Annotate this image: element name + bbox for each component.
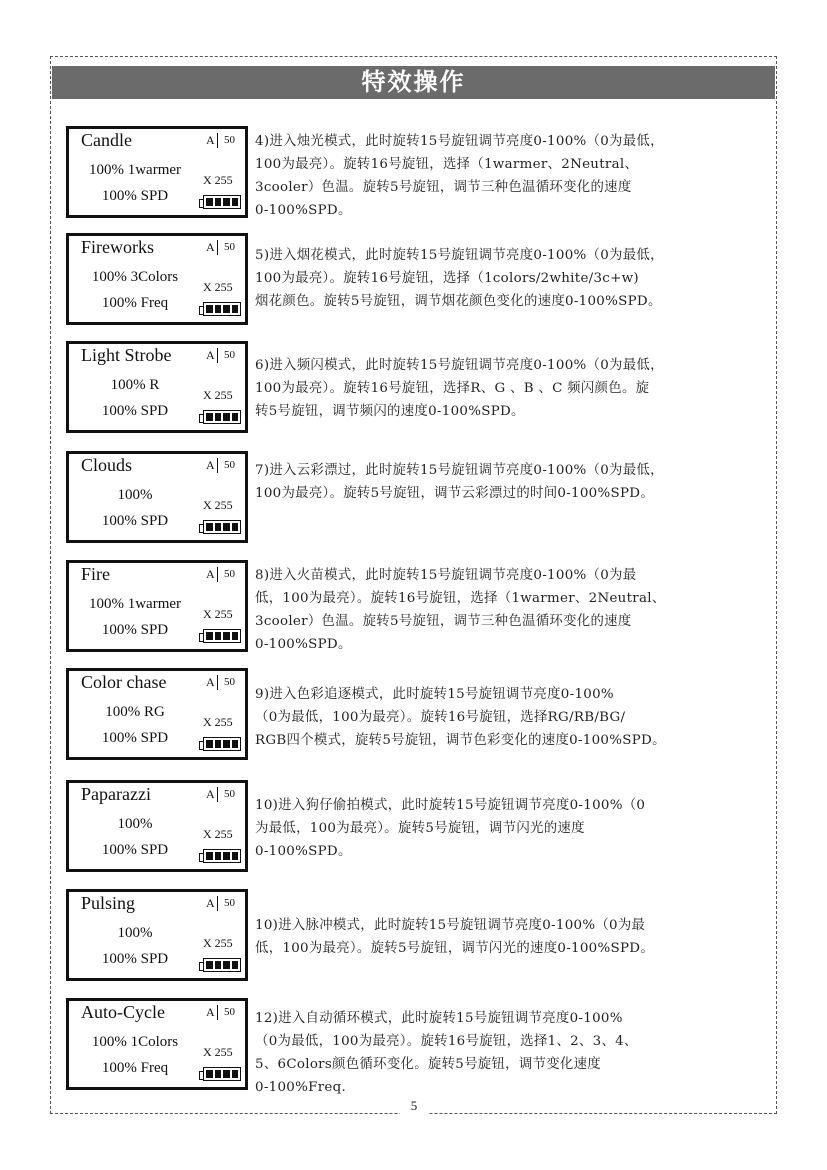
lcd-param-1: 100% 1Colors: [91, 1034, 179, 1050]
battery-cell: [223, 632, 230, 640]
effect-description: 7)进入云彩漂过，此时旋转15号旋钮调节亮度0-100%（0为最低， 100为最亮）。旋转5号旋钮，调节云彩漂过的时间0-100%SPD。: [255, 463, 664, 501]
battery-cell: [206, 305, 213, 313]
lcd-param-1: 100% 1warmer: [88, 596, 182, 612]
battery-cell: [206, 961, 213, 969]
effect-description: 9)进入色彩追逐模式，此时旋转15号旋钮调节亮度0-100% （0为最低，100为最亮）。旋转16号旋钮，选择RG/RB/BG/ RGB四个模式，旋转5号旋钮，调节色彩变化的速度0-100%SPD。: [255, 687, 666, 748]
lcd-dmx-value: X 255: [203, 388, 233, 402]
battery-icon: [199, 519, 243, 535]
lcd-param-2: 100% SPD: [101, 730, 169, 746]
battery-cell: [215, 1070, 222, 1078]
lcd-param-2: 100% Freq: [101, 295, 169, 311]
effect-description: 6)进入频闪模式，此时旋转15号旋钮调节亮度0-100%（0为最低， 100为最亮）。旋转16号旋钮，选择R、G 、B 、C 频闪颜色。旋 转5号旋钮，调节频闪的速度0-100%SPD。: [255, 358, 664, 419]
lcd-display: [66, 126, 248, 218]
lcd-mode-name: Clouds: [81, 455, 133, 475]
lcd-address-label: A: [206, 675, 218, 690]
lcd-address-value: 50: [224, 788, 235, 800]
battery-icon: [199, 848, 243, 864]
lcd-display: [66, 560, 248, 652]
effect-section: [66, 560, 781, 652]
lcd-mode-name: Fireworks: [81, 237, 154, 257]
lcd-param-2: 100% Freq: [101, 1060, 169, 1076]
lcd-display: [66, 451, 248, 543]
lcd-param-1: 100%: [117, 487, 153, 503]
battery-cell: [206, 1070, 213, 1078]
battery-cell: [232, 413, 239, 421]
effect-description: 8)进入火苗模式，此时旋转15号旋钮调节亮度0-100%（0为最 低，100为最亮）。旋转16号旋钮，选择（1warmer、2Neutral、 3cooler）色温。旋转5号旋钮，调节三种色温循环变化的速度 0-100%SPD。: [255, 568, 666, 652]
lcd-mode-name: Color chase: [81, 672, 167, 692]
lcd-param-1: 100%: [117, 925, 153, 941]
lcd-address-value: 50: [224, 897, 235, 909]
battery-cell: [206, 632, 213, 640]
lcd-dmx-value: X 255: [203, 715, 233, 729]
battery-cell: [223, 740, 230, 748]
effect-description: 4)进入烛光模式，此时旋转15号旋钮调节亮度0-100%（0为最低， 100为最亮）。旋转16号旋钮，选择（1warmer、2Neutral、 3cooler）色温。旋转5号旋钮，调节三种色温循环变化的速度 0-100%SPD。: [255, 134, 664, 218]
lcd-dmx-value: X 255: [203, 173, 233, 187]
battery-cell: [206, 740, 213, 748]
lcd-dmx-value: X 255: [203, 280, 233, 294]
lcd-address-label: A: [206, 240, 218, 255]
battery-cell: [215, 961, 222, 969]
battery-cell: [223, 198, 230, 206]
battery-icon: [199, 736, 243, 752]
lcd-param-2: 100% SPD: [101, 513, 169, 529]
battery-cell: [215, 852, 222, 860]
lcd-address-value: 50: [224, 241, 235, 253]
lcd-display: [66, 341, 248, 433]
battery-cell: [215, 632, 222, 640]
lcd-param-1: 100%: [117, 816, 153, 832]
battery-icon: [199, 957, 243, 973]
battery-cell: [232, 1070, 239, 1078]
lcd-param-1: 100% RG: [105, 704, 165, 720]
effect-section: [66, 233, 781, 325]
lcd-address-value: 50: [224, 1006, 235, 1018]
effect-section: [66, 889, 781, 981]
battery-cell: [206, 198, 213, 206]
effect-section: [66, 126, 781, 218]
lcd-address-value: 50: [224, 568, 235, 580]
battery-cell: [223, 523, 230, 531]
battery-cell: [206, 852, 213, 860]
battery-cell: [232, 305, 239, 313]
lcd-address-label: A: [206, 348, 218, 363]
effect-description: 12)进入自动循环模式，此时旋转15号旋钮调节亮度0-100% （0为最低，100为最亮）。旋转16号旋钮，选择1、2、3、4、 5、6Colors颜色循环变化。旋转5号旋钮，调节变化速度 0-100%Freq.: [255, 1011, 638, 1095]
battery-cell: [232, 632, 239, 640]
lcd-mode-name: Auto-Cycle: [81, 1002, 165, 1022]
battery-cell: [232, 740, 239, 748]
lcd-mode-name: Fire: [81, 564, 110, 584]
lcd-mode-name: Pulsing: [81, 893, 136, 913]
battery-cell: [215, 305, 222, 313]
battery-icon: [199, 194, 243, 210]
battery-icon: [199, 1066, 243, 1082]
battery-cell: [232, 198, 239, 206]
lcd-param-1: 100% R: [110, 377, 160, 393]
page-title: 特效操作: [52, 66, 775, 99]
lcd-mode-name: Paparazzi: [81, 784, 151, 804]
lcd-address-label: A: [206, 896, 218, 911]
lcd-address-label: A: [206, 133, 218, 148]
lcd-address-label: A: [206, 787, 218, 802]
lcd-display: [66, 668, 248, 760]
lcd-dmx-value: X 255: [203, 607, 233, 621]
lcd-address-label: A: [206, 1005, 218, 1020]
battery-cell: [206, 523, 213, 531]
battery-cell: [215, 523, 222, 531]
effect-description: 10)进入狗仔偷拍模式，此时旋转15号旋钮调节亮度0-100%（0 为最低，100为最亮）。旋转5号旋钮，调节闪光的速度 0-100%SPD。: [255, 798, 646, 859]
effect-description: 5)进入烟花模式，此时旋转15号旋钮调节亮度0-100%（0为最低， 100为最亮）。旋转16号旋钮，选择（1colors/2white/3c+w) 烟花颜色。旋转5号旋钮，调节烟花颜色变化的速度0-100%SPD。: [255, 248, 664, 309]
battery-cell: [232, 523, 239, 531]
lcd-address-value: 50: [224, 349, 235, 361]
battery-cell: [232, 852, 239, 860]
lcd-param-1: 100% 1warmer: [88, 162, 182, 178]
lcd-dmx-value: X 255: [203, 936, 233, 950]
battery-cell: [223, 413, 230, 421]
lcd-display: [66, 780, 248, 872]
lcd-param-2: 100% SPD: [101, 403, 169, 419]
lcd-param-2: 100% SPD: [101, 951, 169, 967]
lcd-address-value: 50: [224, 676, 235, 688]
battery-cell: [215, 740, 222, 748]
battery-cell: [223, 852, 230, 860]
effect-description: 10)进入脉冲模式，此时旋转15号旋钮调节亮度0-100%（0为最 低，100为最亮）。旋转5号旋钮，调节闪光的速度0-100%SPD。: [255, 918, 655, 956]
lcd-mode-name: Light Strobe: [81, 345, 172, 365]
battery-icon: [199, 409, 243, 425]
lcd-param-1: 100% 3Colors: [91, 269, 179, 285]
lcd-param-2: 100% SPD: [101, 188, 169, 204]
lcd-param-2: 100% SPD: [101, 842, 169, 858]
lcd-display: [66, 233, 248, 325]
lcd-dmx-value: X 255: [203, 498, 233, 512]
lcd-address-label: A: [206, 458, 218, 473]
battery-icon: [199, 628, 243, 644]
battery-cell: [223, 961, 230, 969]
battery-cell: [215, 413, 222, 421]
effect-section: [66, 668, 781, 760]
effect-section: [66, 451, 781, 543]
effect-section: [66, 780, 781, 872]
lcd-address-value: 50: [224, 459, 235, 471]
page-number: 5: [400, 1098, 428, 1114]
lcd-display: [66, 889, 248, 981]
battery-cell: [232, 961, 239, 969]
lcd-dmx-value: X 255: [203, 827, 233, 841]
lcd-address-label: A: [206, 567, 218, 582]
battery-cell: [223, 305, 230, 313]
battery-icon: [199, 301, 243, 317]
lcd-mode-name: Candle: [81, 130, 132, 150]
lcd-param-2: 100% SPD: [101, 622, 169, 638]
effect-section: [66, 341, 781, 433]
lcd-display: [66, 998, 248, 1090]
battery-cell: [206, 413, 213, 421]
effect-section: [66, 998, 781, 1095]
lcd-dmx-value: X 255: [203, 1045, 233, 1059]
battery-cell: [223, 1070, 230, 1078]
lcd-address-value: 50: [224, 134, 235, 146]
battery-cell: [215, 198, 222, 206]
